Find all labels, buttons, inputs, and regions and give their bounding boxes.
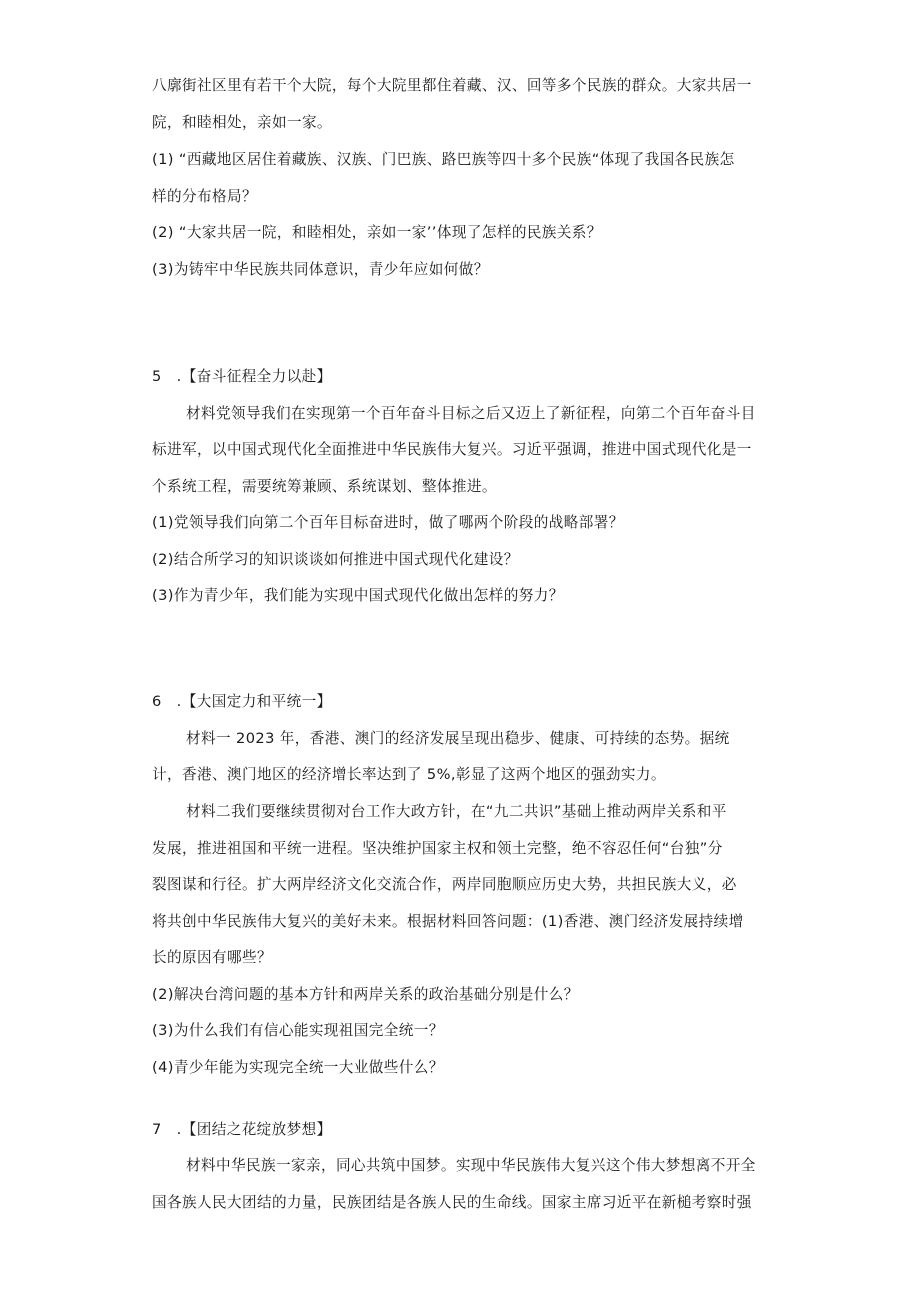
q5-subquestion-3: (3)作为青少年，我们能为实现中国式现代化做出怎样的努力？ [152,587,564,604]
q4-subquestion-1-continued: 样的分布格局？ [152,188,257,205]
q7-heading: 7 .【团结之花绽放梦想】 [152,1121,332,1138]
q7-material-line-1: 材料中华民族一家亲，同心共筑中国梦。实现中华民族伟大复兴这个伟大梦想离不开全 [186,1157,756,1174]
intro-line-2: 院，和睦相处，亲如一家。 [152,114,332,131]
q6-subquestion-2: (2)解决台湾问题的基本方针和两岸关系的政治基础分别是什么？ [152,986,579,1003]
q6-material2-line-1: 材料二我们要继续贯彻对台工作大政方针，在“九二共识”基础上推动两岸关系和平 [186,803,727,820]
q5-subquestion-1: (1)党领导我们向第二个百年目标奋进时，做了哪两个阶段的战略部署？ [152,514,624,531]
q6-material2-line-2: 发展，推进祖国和平统一进程。坚决维护国家主权和领土完整，绝不容忍任何“台独”分 [152,840,723,857]
q6-material1-line-1: 材料一 2023 年，香港、澳门的经济发展呈现出稳步、健康、可持续的态势。据统 [186,730,730,747]
q6-material2-line-4: 将共创中华民族伟大复兴的美好未来。根据材料回答问题：(1)香港、澳门经济发展持续增 [152,913,744,930]
q5-material-line-1: 材料党领导我们在实现第一个百年奋斗目标之后又迈上了新征程，向第二个百年奋斗目 [186,405,756,422]
q4-subquestion-1: (1) “西藏地区居住着藏族、汉族、门巴族、路巴族等四十多个民族“体现了我国各民族怎 [152,151,735,168]
q5-subquestion-2: (2)结合所学习的知识谈谈如何推进中国式现代化建设？ [152,551,519,568]
q6-subquestion-4: (4)青少年能为实现完全统一大业做些什么？ [152,1059,444,1076]
intro-line-1: 八廓街社区里有若干个大院，每个大院里都住着藏、汉、回等多个民族的群众。大家共居一 [152,77,752,94]
q6-heading: 6 .【大国定力和平统一】 [152,693,332,710]
q5-material-line-2: 标进军，以中国式现代化全面推进中华民族伟大复兴。习近平强调，推进中国式现代化是一 [152,441,752,458]
q5-material-line-3: 个系统工程，需要统筹兼顾、系统谋划、整体推进。 [152,478,497,495]
q6-subquestion-3: (3)为什么我们有信心能实现祖国完全统一？ [152,1022,444,1039]
q4-subquestion-3: (3)为铸牢中华民族共同体意识，青少年应如何做？ [152,261,489,278]
q6-material1-line-2: 计，香港、澳门地区的经济增长率达到了 5%,彰显了这两个地区的强劲实力。 [152,766,666,783]
q6-material2-line-5: 长的原因有哪些？ [152,949,272,966]
q7-material-line-2: 国各族人民大团结的力量，民族团结是各族人民的生命线。国家主席习近平在新槌考察时强 [152,1194,752,1211]
q5-heading: 5 .【奋斗征程全力以赴】 [152,368,332,385]
q4-subquestion-2: (2) “大家共居一院，和睦相处，亲如一家’’体现了怎样的民族关系？ [152,224,602,241]
q6-material2-line-3: 裂图谋和行径。扩大两岸经济文化交流合作，两岸同胞顺应历史大势，共担民族大义，必 [152,876,737,893]
